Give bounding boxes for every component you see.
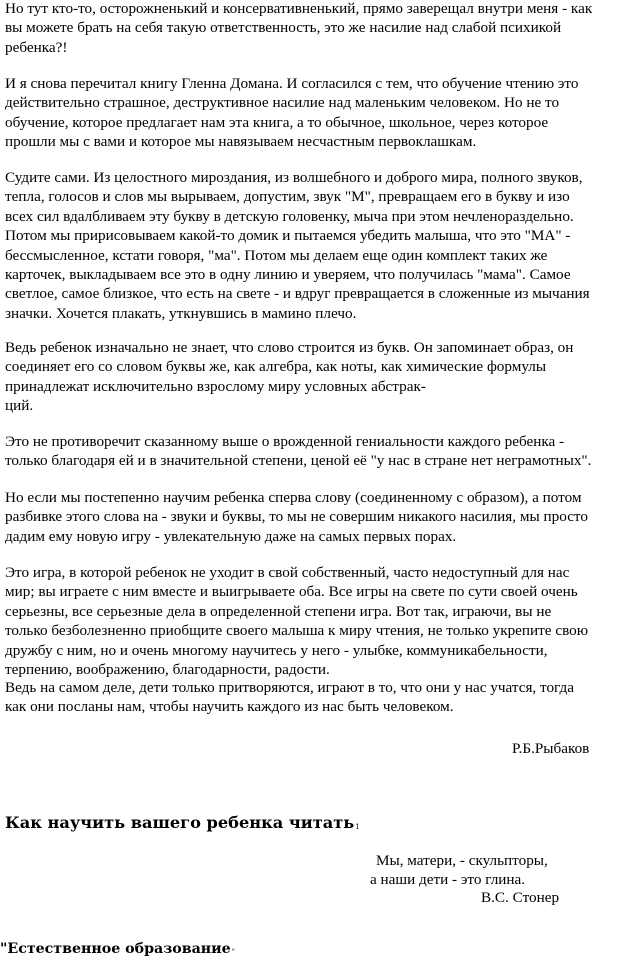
paragraph-4 (5, 338, 620, 416)
text-line: светлое, самое близкое, что есть на свете - и вдруг превращается в сложенные из мычания (5, 285, 590, 303)
chapter-heading-text: Как научить вашего ребенка читать (5, 813, 355, 832)
paragraph-6 (5, 488, 620, 546)
text-line: Ведь на самом деле, дети только притворяются, играют в то, что они у нас учатся, тогда (5, 679, 575, 696)
text-line: Судите сами. Из целостного мироздания, из волшебного и доброго мира, полного звуков, (5, 169, 583, 186)
paragraph-5 (5, 432, 620, 471)
text-line: карточек, выкладываем все это в одну линию и уверяем, что получилась "мама". Самое (5, 266, 571, 284)
paragraph-3 (5, 168, 620, 323)
text-line: Это игра, в которой ребенок не уходит в свой собственный, часто недоступный для нас (5, 564, 570, 581)
text-line: мир; вы играете с ним вместе и выигрываете оба. Все игры на свете по сути своей очень (5, 583, 578, 601)
text-line: значки. Хочется плакать, уткнувшись в мамино плечо. (5, 304, 357, 322)
text-line: тепла, голосов и слов мы вырываем, допустим, звук "М", превращаем его в букву и изо (5, 188, 570, 206)
text-line: Потом мы пририсовываем какой-то домик и пытаемся убедить малыша, что это "МА" - (5, 227, 571, 245)
paragraph-7 (5, 563, 620, 679)
epigraph-author: В.С. Стонер (481, 889, 560, 906)
text-line: принадлежат исключительно взрослому миру условных абстрак- (5, 377, 426, 395)
text-line: ребенка?! (5, 38, 68, 56)
footnote-mark: 1 (355, 823, 360, 831)
text-line: вы можете брать на себя такую ответственность, это же насилие над слабой психикой (5, 19, 562, 37)
epigraph-line-1: Мы, матери, - скульпторы, (376, 852, 548, 869)
text-line: всех сил вдалбливаем эту букву в детскую головенку, мыча при этом нечленораздельно. (5, 207, 574, 225)
text-line: дружбу с ним, но и очень многому научитесь у него - улыбке, коммуникабельности, (5, 641, 548, 659)
text-line: Ведь ребенок изначально не знает, что слово строится из букв. Он запоминает образ, он (5, 339, 574, 356)
text-line: только безболезненно приобщите своего малыша к миру чтения, не только укрепите свою (5, 622, 589, 640)
paragraph-8 (5, 678, 620, 717)
section-subheading-text: "Естественное образование (0, 941, 231, 957)
text-line: И я снова перечитал книгу Гленна Домана. И согласился с тем, что обучение чтению это (5, 75, 579, 92)
section-subheading (0, 941, 235, 957)
text-line: действительно страшное, деструктивное насилие над маленьким человеком. Но не то (5, 94, 560, 112)
text-line: Но тут кто-то, осторожненький и консервативненький, прямо заверещал внутри меня - как (5, 0, 593, 17)
footnote-mark: " (231, 948, 235, 956)
text-line: бессмысленное, кстати говоря, "ма". Потом мы делаем еще один комплект таких же (5, 246, 548, 264)
text-line: терпению, воображению, благодарности, радости. (5, 661, 330, 679)
text-line: ций. (5, 397, 34, 415)
text-line: прошли мы с вами и которое мы навязываем несчастным первоклашкам. (5, 133, 477, 151)
text-line: соединяет его со словом буквы же, как алгебра, как ноты, как химические формулы (5, 358, 547, 376)
text-line: Это не противоречит сказанному выше о врожденной гениальности каждого ребенка - (5, 433, 565, 450)
text-line: обучение, которое предлагает нам эта книга, а то обычное, школьное, через которое (5, 113, 549, 131)
text-line: как они посланы нам, чтобы научить каждого из нас быть человеком. (5, 698, 454, 716)
paragraph-1 (5, 0, 620, 57)
chapter-heading (5, 813, 360, 832)
epigraph-line-2: а наши дети - это глина. (370, 871, 526, 888)
text-line: серьезны, все серьезные дела в определенной степени игра. Вот так, играючи, вы не (5, 602, 552, 620)
paragraph-2 (5, 74, 620, 152)
text-line: разбивке этого слова на - звуки и буквы, то мы не совершим никакого насилия, мы просто (5, 508, 588, 526)
text-line: дадим ему новую игру - увлекательную даже на самых первых порах. (5, 527, 457, 545)
text-line: только благодаря ей и в значительной степени, ценой её "у нас в стране нет неграмотных". (5, 452, 592, 470)
text-line: Но если мы постепенно научим ребенка сперва слову (соединенному с образом), а потом (5, 489, 582, 506)
author-signature: Р.Б.Рыбаков (512, 740, 590, 757)
